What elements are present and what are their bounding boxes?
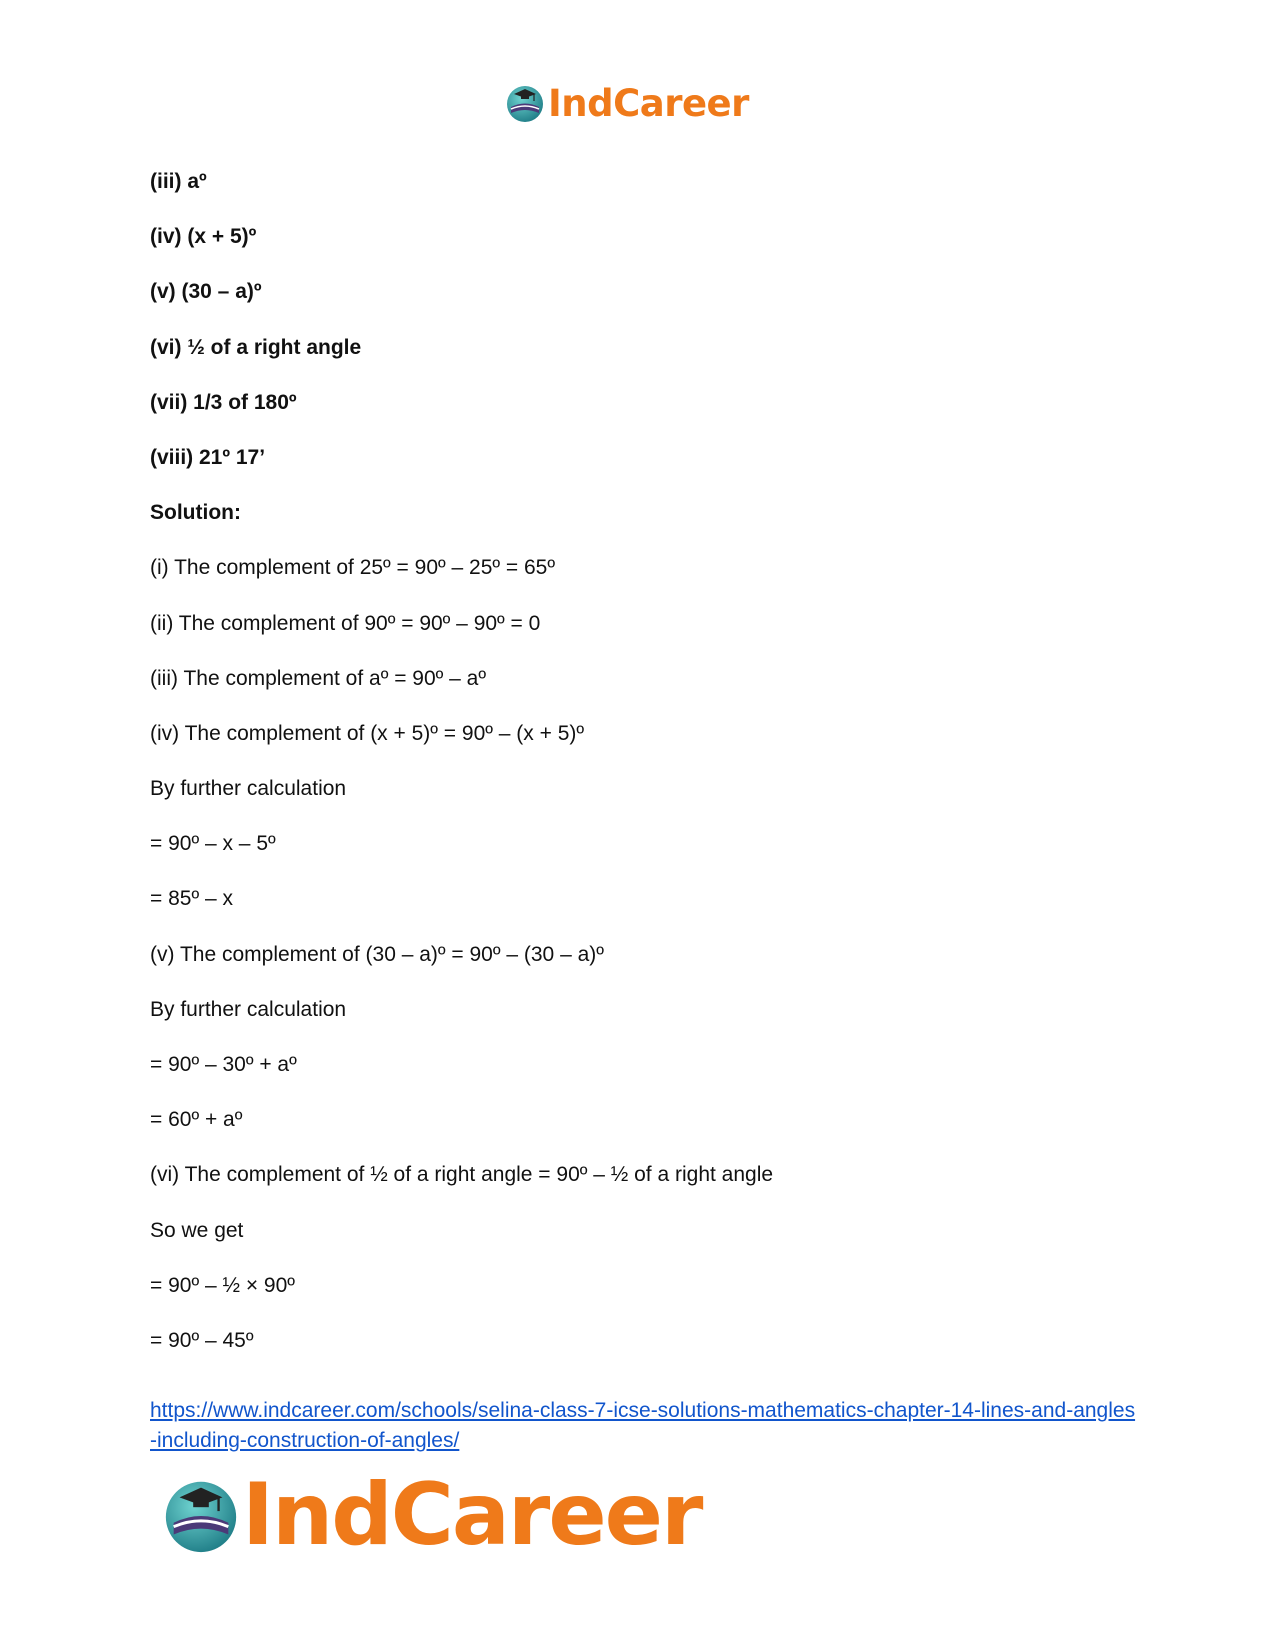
solution-line: = 85º – x <box>150 887 233 911</box>
question-item: (v) (30 – a)º <box>150 280 262 304</box>
solution-line: By further calculation <box>150 777 347 801</box>
solution-line: (i) The complement of 25º = 90º – 25º = 65º <box>150 556 556 580</box>
question-item: (vi) ½ of a right angle <box>150 335 362 359</box>
solution-line: (vi) The complement of ½ of a right angle = 90º – ½ of a right angle <box>150 1163 774 1187</box>
solution-line: = 60º + aº <box>150 1108 243 1132</box>
header-logo <box>504 80 749 126</box>
question-item: (vii) 1/3 of 180º <box>150 390 297 414</box>
solution-line: So we get <box>150 1218 244 1242</box>
question-item: (iv) (x + 5)º <box>150 225 257 249</box>
solution-line: = 90º – ½ × 90º <box>150 1273 295 1297</box>
solution-line: = 90º – 30º + aº <box>150 1053 297 1076</box>
solution-line: = 90º – 45º <box>150 1328 254 1352</box>
document-body <box>150 167 1130 1381</box>
solution-line: (iv) The complement of (x + 5)º = 90º – (x + 5)º <box>150 721 585 745</box>
solution-heading: Solution: <box>150 501 241 525</box>
source-link[interactable]: https://www.indcareer.com/schools/selina-class-7-icse-solutions-mathematics-chapter-14-lines-and-angles-including-construction-of-angles/ <box>150 1399 1136 1452</box>
graduation-book-globe-icon <box>504 82 546 124</box>
header-logo-text: IndCareer <box>548 81 749 125</box>
solution-line: (iii) The complement of aº = 90º – aº <box>150 666 487 690</box>
question-item: (iii) aº <box>150 170 207 193</box>
solution-line: (v) The complement of (30 – a)º = 90º – (30 – a)º <box>150 942 604 966</box>
solution-line: By further calculation <box>150 997 347 1021</box>
solution-line: (ii) The complement of 90º = 90º – 90º = 0 <box>150 611 541 635</box>
solution-line: = 90º – x – 5º <box>150 832 276 856</box>
graduation-book-globe-icon <box>160 1474 242 1556</box>
question-item: (viii) 21º 17’ <box>150 445 266 469</box>
footer-logo <box>160 1465 702 1565</box>
footer-logo-text: IndCareer <box>242 1465 702 1565</box>
